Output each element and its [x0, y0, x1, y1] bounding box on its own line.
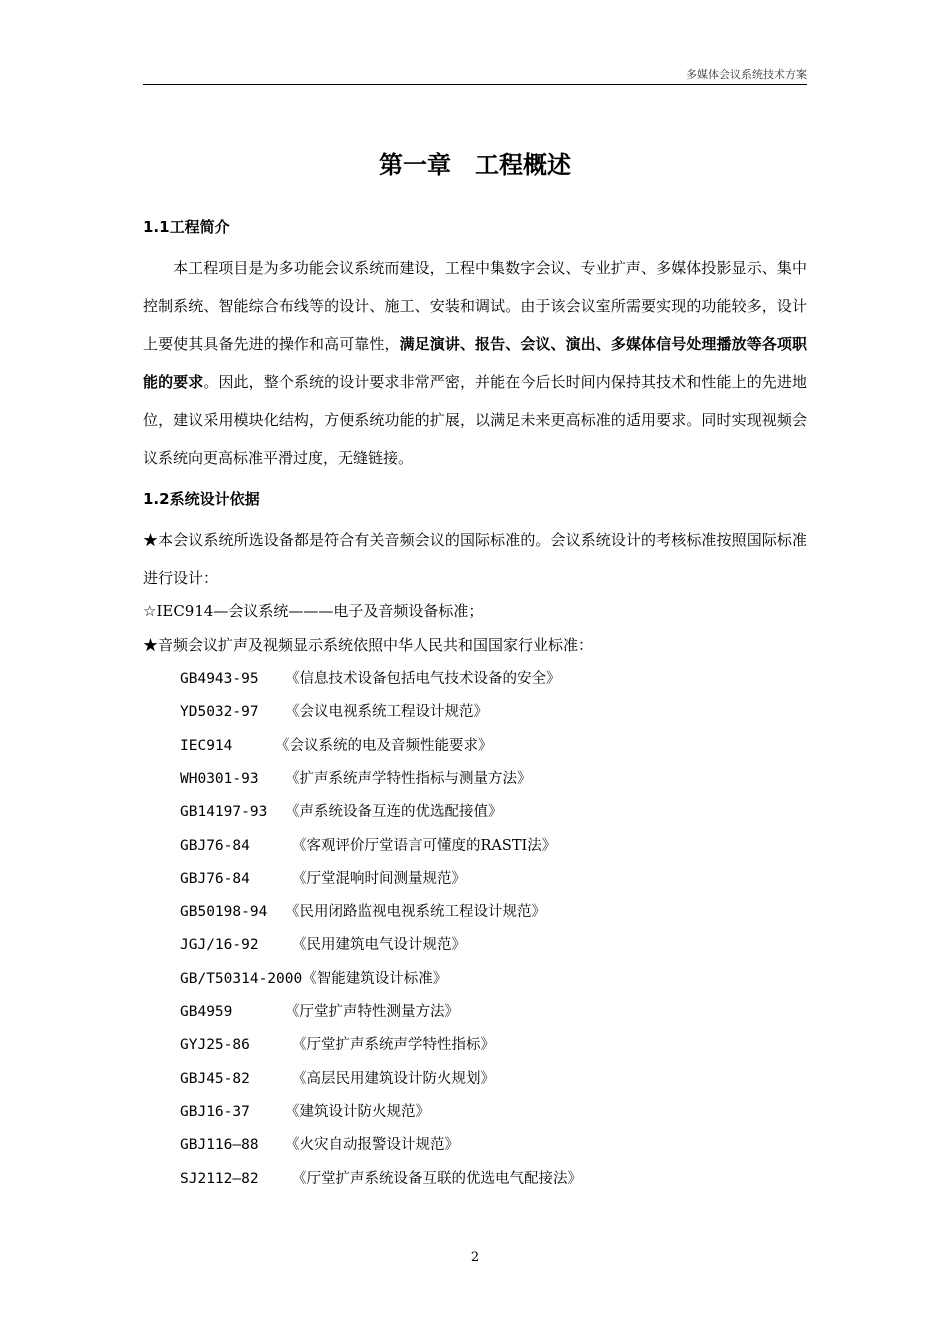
section-heading-1-1: 1.1工程简介: [143, 218, 230, 236]
standard-item: [180, 900, 546, 921]
standard-title: 《火灾自动报警设计规范》: [285, 1137, 459, 1154]
chapter-title: 第一章 工程概述: [379, 151, 571, 179]
standard-title: 《厅堂扩声特性测量方法》: [285, 1004, 459, 1020]
standard-item: [180, 967, 447, 988]
design-basis-paragraph: ★本会议系统所选设备都是符合有关音频会议的国际标准的。会议系统设计的考核标准按照国际标准进行设计：: [143, 531, 807, 587]
standard-item: [180, 667, 561, 688]
standard-code: SJ2112—82: [180, 1170, 259, 1187]
standard-title: 《客观评价厅堂语言可懂度的RASTI法》: [292, 837, 557, 854]
standard-code: JGJ/16-92: [180, 937, 259, 954]
intro-paragraph: [143, 249, 807, 477]
standard-title: 《声系统设备互连的优选配接值》: [285, 804, 503, 821]
standard-title: 《民用建筑电气设计规范》: [292, 937, 466, 954]
standard-item: [180, 1133, 459, 1154]
standard-title: 《民用闭路监视电视系统工程设计规范》: [285, 904, 546, 921]
standard-item: [180, 767, 532, 788]
standard-code: GBJ16-37: [180, 1103, 250, 1120]
standard-code: WH0301-93: [180, 770, 259, 787]
standard-title: 《扩声系统声学特性指标与测量方法》: [285, 770, 532, 787]
standard-title: 《信息技术设备包括电气技术设备的安全》: [285, 671, 561, 687]
standard-code: YD5032-97: [180, 704, 259, 721]
standard-title: 《厅堂混响时间测量规范》: [292, 870, 466, 887]
standard-title: 《智能建筑设计标准》: [302, 970, 448, 987]
standard-title: 《会议系统的电及音频性能要求》: [275, 737, 493, 754]
standard-code: GB50198-94: [180, 904, 268, 921]
intro-text-part2: 。因此，整个系统的设计要求非常严密，并能在今后长时间内保持其技术和性能上的先进地位，建议采用模块化结构，方便系统功能的扩展，以满足未来更高标准的适用要求。同时实现视频会议系统向更高标准平滑过度，无缝链接。: [143, 373, 807, 467]
standard-title: 《厅堂扩声系统声学特性指标》: [292, 1037, 495, 1054]
standard-item: [180, 1033, 495, 1054]
page-number: 2: [470, 1250, 480, 1265]
section-heading-1-2: 1.2系统设计依据: [143, 490, 260, 508]
standard-code: GB4959: [180, 1004, 233, 1020]
standard-code: GB4943-95: [180, 671, 259, 687]
standard-code: GBJ116—88: [180, 1137, 259, 1154]
intro-text-bold: 满足演讲、报告、会议、演出、多媒体信号处理播放等各项职能的要求: [143, 335, 807, 391]
standard-title: 《建筑设计防火规范》: [285, 1103, 430, 1120]
header-divider: [143, 84, 807, 85]
standard-code: GBJ45-82: [180, 1070, 250, 1087]
standard-code: GBJ76-84: [180, 837, 250, 854]
standard-item: [180, 1067, 495, 1088]
standard-item: [180, 1167, 582, 1188]
running-header: 多媒体会议系统技术方案: [686, 68, 807, 81]
standard-title: 《会议电视系统工程设计规范》: [285, 704, 488, 721]
standard-code: GB14197-93: [180, 804, 268, 821]
standard-code: GB/T50314-2000: [180, 970, 303, 987]
standard-title: 《厅堂扩声系统设备互联的优选电气配接法》: [292, 1170, 582, 1187]
standard-item: [180, 1000, 459, 1021]
standard-item: [180, 734, 493, 755]
intro-text-part1: 本工程项目是为多功能会议系统而建设，工程中集数字会议、专业扩声、多媒体投影显示、集中控制系统、智能综合布线等的设计、施工、安装和调试。由于该会议室所需要实现的功能较多，设计上要使其具备先进的操作和高可靠性，: [143, 259, 807, 353]
standard-item: [180, 933, 466, 954]
standard-item: [180, 700, 488, 721]
standard-item: [180, 1100, 430, 1121]
standard-item: [180, 867, 466, 888]
standard-item: [180, 800, 503, 821]
standard-title: 《高层民用建筑设计防火规划》: [292, 1070, 495, 1087]
standard-code: IEC914: [180, 737, 233, 754]
standard-code: GBJ76-84: [180, 870, 250, 887]
iec-standard-line: ☆IEC914—会议系统———电子及音频设备标准；: [143, 602, 484, 620]
standard-code: GYJ25-86: [180, 1037, 250, 1054]
standard-item: [180, 834, 556, 855]
national-standard-line: ★音频会议扩声及视频显示系统依照中华人民共和国国家行业标准：: [143, 636, 594, 654]
